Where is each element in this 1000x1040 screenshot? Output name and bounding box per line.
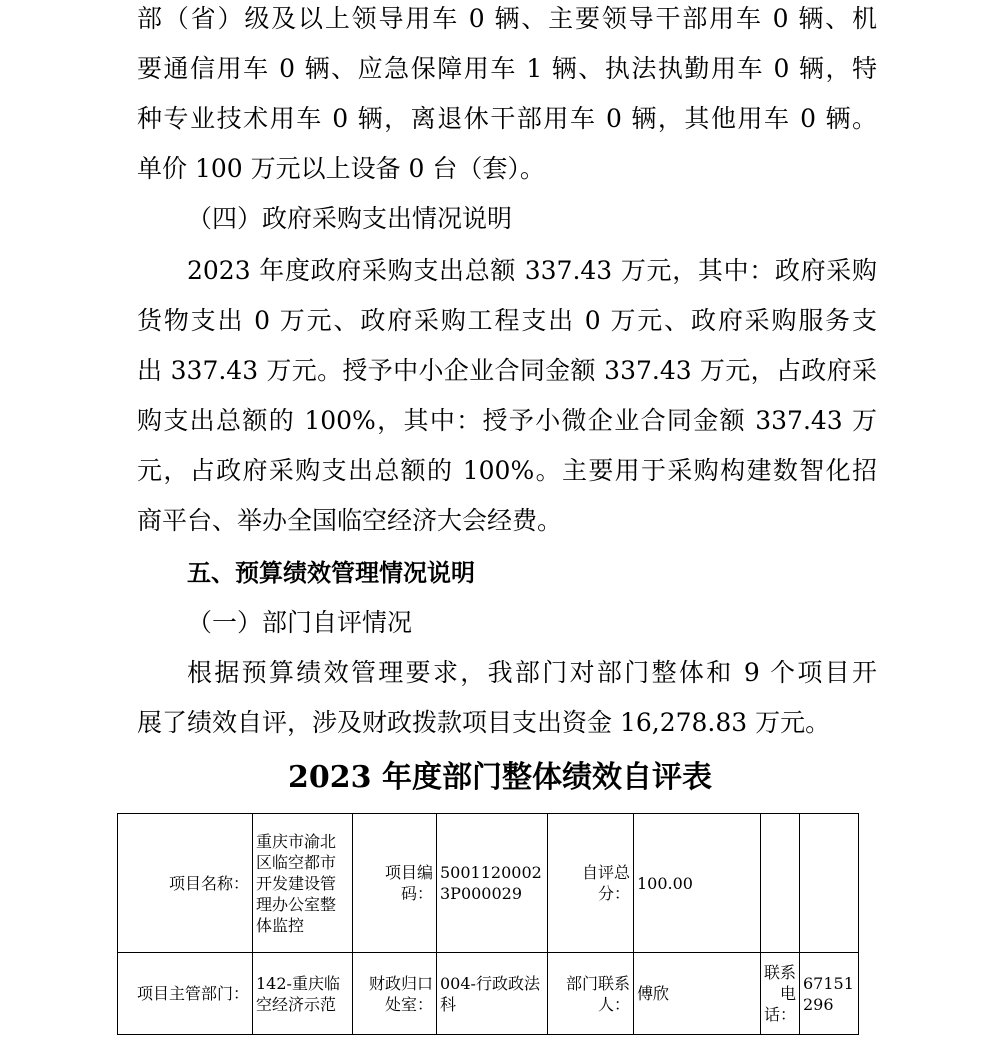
procurement-line-1: 2023 年度政府采购支出总额 337.43 万元，其中：政府采购: [187, 256, 877, 285]
contact-value: 傅欣: [634, 953, 761, 1035]
contact-label: 部门联系人：: [548, 953, 634, 1035]
evaluation-table: [117, 813, 859, 1035]
project-name-value: 重庆市渝北区临空都市开发建设管理办公室整体监控: [253, 814, 353, 953]
procurement-line-2: 货物支出 0 万元、政府采购工程支出 0 万元、政府采购服务支: [137, 306, 877, 335]
performance-line-1: 根据预算绩效管理要求，我部门对部门整体和 9 个项目开: [187, 658, 877, 687]
empty-cell-1: [761, 814, 800, 953]
project-name-label: 项目名称：: [118, 814, 253, 953]
table-row: [118, 953, 859, 1035]
empty-cell-2: [800, 814, 859, 953]
table-row: [118, 814, 859, 953]
assets-line-1: 部（省）级及以上领导用车 0 辆、主要领导干部用车 0 辆、机: [137, 4, 877, 33]
procurement-heading: （四）政府采购支出情况说明: [187, 204, 513, 233]
assets-line-3: 种专业技术用车 0 辆，离退休干部用车 0 辆，其他用车 0 辆。: [137, 104, 877, 133]
dept-label: 项目主管部门：: [118, 953, 253, 1035]
phone-value: 67151296: [800, 953, 859, 1035]
table-title-text: 年度部门整体绩效自评表: [381, 760, 712, 795]
dept-value: 142-重庆临空经济示范: [253, 953, 353, 1035]
assets-line-4: 单价 100 万元以上设备 0 台（套）。: [137, 154, 545, 183]
office-value: 004-行政政法科: [437, 953, 548, 1035]
procurement-line-3: 出 337.43 万元。授予中小企业合同金额 337.43 万元，占政府采: [137, 356, 877, 385]
assets-line-2: 要通信用车 0 辆、应急保障用车 1 辆、执法执勤用车 0 辆，特: [137, 54, 877, 83]
table-title-year: 2023: [288, 760, 372, 795]
procurement-line-6: 商平台、举办全国临空经济大会经费。: [137, 506, 563, 535]
phone-label: 联系电话：: [761, 953, 800, 1035]
procurement-line-4: 购支出总额的 100%，其中：授予小微企业合同金额 337.43 万: [137, 406, 877, 435]
project-code-value: 50011200023P000029: [437, 814, 548, 953]
office-label: 财政归口处室：: [353, 953, 437, 1035]
score-label: 自评总分：: [548, 814, 634, 953]
performance-line-2: 展了绩效自评，涉及财政拨款项目支出资金 16,278.83 万元。: [137, 708, 831, 737]
project-code-label: 项目编码：: [353, 814, 437, 953]
table-title: [0, 760, 1000, 796]
performance-heading: 五、预算绩效管理情况说明: [187, 559, 475, 587]
performance-subheading: （一）部门自评情况: [187, 608, 413, 637]
procurement-line-5: 元，占政府采购支出总额的 100%。主要用于采购构建数智化招: [137, 456, 877, 485]
score-value: 100.00: [634, 814, 761, 953]
